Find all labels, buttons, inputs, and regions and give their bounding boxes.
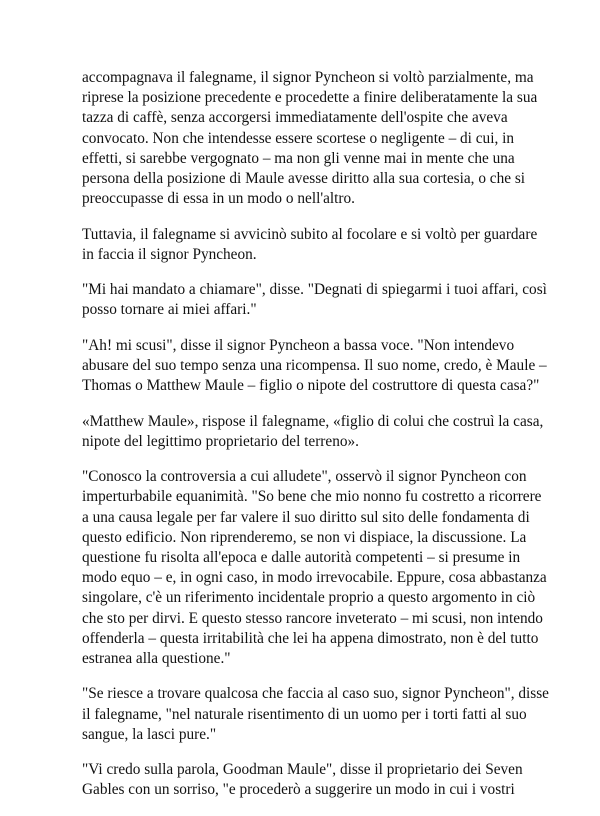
- text-line: in faccia il signor Pyncheon.: [82, 245, 257, 263]
- text-line: tazza di caffè, senza accorgersi immediatamente dell'ospite che aveva: [82, 109, 508, 127]
- paragraph: [82, 412, 544, 452]
- text-line: modo equo – e, in ogni caso, in modo irrevocabile. Eppure, cosa abbastanza: [82, 569, 547, 587]
- text-line: "Se riesce a trovare qualcosa che faccia al caso suo, signor Pyncheon", disse: [82, 685, 549, 703]
- text-line: "Mi hai mandato a chiamare", disse. "Degnati di spiegarmi i tuoi affari, così: [82, 281, 547, 299]
- text-line: che sto per dirvi. E questo stesso rancore inveterato – mi scusi, non intendo: [82, 609, 543, 627]
- text-line: Tuttavia, il falegname si avvicinò subito al focolare e si voltò per guardare: [82, 225, 538, 243]
- text-line: "Vi credo sulla parola, Goodman Maule", disse il proprietario dei Seven: [82, 761, 523, 779]
- text-line: abusare del suo tempo senza una ricompensa. Il suo nome, credo, è Maule –: [82, 357, 547, 374]
- text-line: a una causa legale per far valere il suo diritto sul sito delle fondamenta di: [82, 508, 530, 526]
- text-line: effetti, si sarebbe vergognato – ma non gli venne mai in mente che una: [82, 149, 515, 167]
- paragraph: [82, 225, 538, 265]
- text-line: il falegname, "nel naturale risentimento di un uomo per i torti fatti al suo: [82, 705, 527, 723]
- text-line: Gables con un sorriso, "e procederò a suggerire un modo in cui i vostri: [82, 781, 515, 799]
- text-line: «Matthew Maule», rispose il falegname, «figlio di colui che costruì la casa,: [82, 412, 544, 430]
- text-line: riprese la posizione precedente e procedette a finire deliberatamente la sua: [82, 89, 538, 107]
- paragraph: [82, 467, 547, 669]
- paragraph: [82, 760, 534, 800]
- text-line: singolare, c'è un riferimento incidentale proprio a questo argomento in ciò: [82, 589, 536, 607]
- paragraph: [82, 68, 538, 209]
- paragraph: [82, 280, 547, 320]
- text-line: nipote del legittimo proprietario del terreno».: [82, 432, 359, 450]
- text-line: convocato. Non che intendesse essere scortese o negligente – di cui, in: [82, 129, 514, 147]
- paragraph: [82, 684, 549, 745]
- text-line: Thomas o Matthew Maule – figlio o nipote del costruttore di questa casa?": [82, 377, 540, 395]
- document-page: [82, 68, 549, 816]
- text-line: accompagnava il falegname, il signor Pyncheon si voltò parzialmente, ma: [82, 69, 534, 86]
- text-line: questo edificio. Non riprenderemo, se non vi dispiace, la discussione. La: [82, 528, 527, 546]
- text-line: estranea alla questione.": [82, 650, 231, 668]
- text-line: persona della posizione di Maule avesse diritto alla sua cortesia, o che si: [82, 170, 526, 188]
- text-line: sangue, la lasci pure.": [82, 725, 217, 743]
- text-line: "Conosco la controversia a cui alludete", osservò il signor Pyncheon con: [82, 468, 527, 486]
- text-line: offenderla – questa irritabilità che lei ha appena dimostrato, non è del tutto: [82, 629, 539, 647]
- paragraph: [82, 336, 547, 397]
- text-line: questione fu risolta all'epoca e dalle autorità competenti – si presume in: [82, 549, 521, 566]
- text-line: "Ah! mi scusi", disse il signor Pyncheon a bassa voce. "Non intendevo: [82, 336, 515, 354]
- text-line: preoccupasse di essa in un modo o nell'altro.: [82, 190, 355, 208]
- text-line: imperturbabile equanimità. "So bene che mio nonno fu costretto a ricorrere: [82, 488, 542, 506]
- text-line: posso tornare ai miei affari.": [82, 301, 257, 319]
